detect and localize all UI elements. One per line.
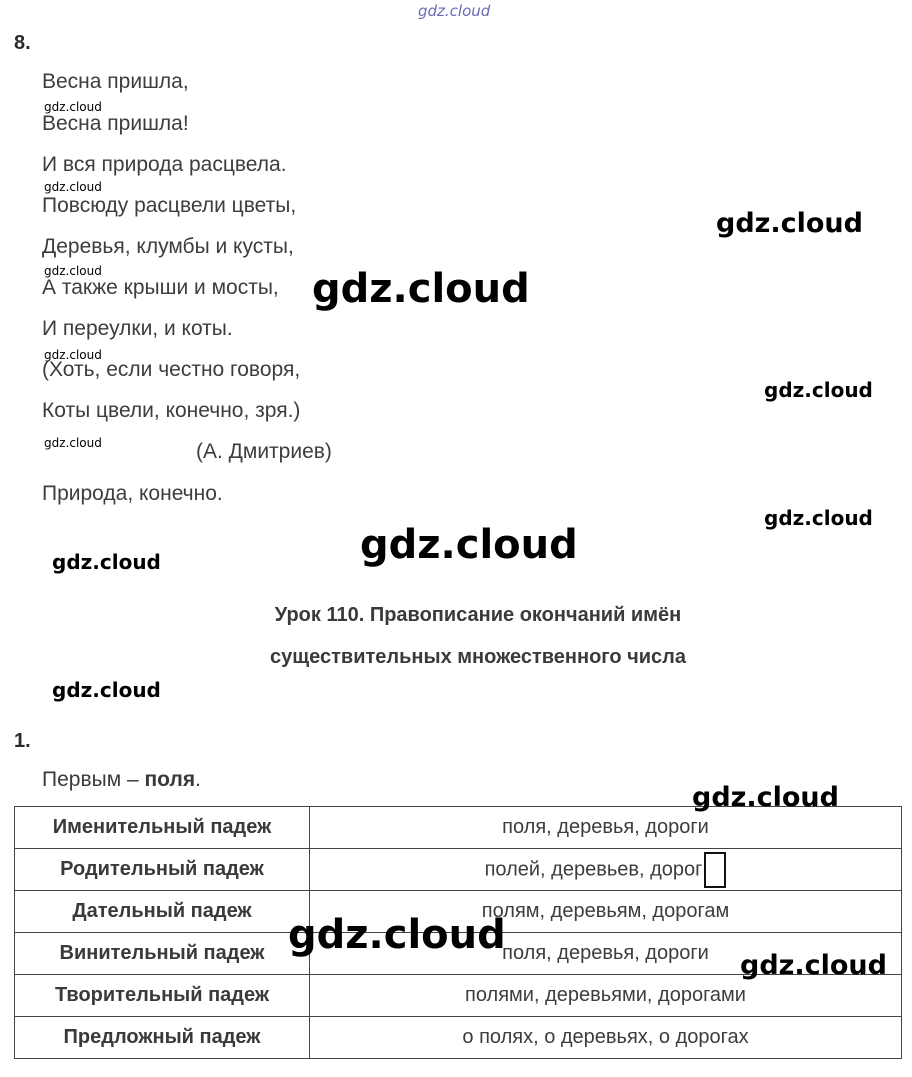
lesson-title-line-2: существительных множественного числа: [270, 646, 686, 668]
case-name: Винительный падеж: [15, 933, 310, 975]
watermark: gdz.cloud: [740, 950, 887, 981]
task-1-intro: [42, 768, 201, 792]
watermark: gdz.cloud: [692, 782, 839, 813]
watermark: gdz.cloud: [44, 180, 102, 194]
case-name: Предложный падеж: [15, 1017, 310, 1059]
case-forms-cell: [310, 849, 902, 891]
poem-line: Деревья, клумбы и кусты,: [42, 235, 294, 258]
poem-author: (А. Дмитриев): [196, 440, 332, 463]
watermark: gdz.cloud: [764, 506, 873, 530]
case-forms: поля, деревья, дороги: [310, 807, 902, 849]
watermark: gdz.cloud: [288, 912, 506, 958]
poem-line: А также крыши и мосты,: [42, 276, 279, 299]
lesson-title-line-1: Урок 110. Правописание окончаний имён: [274, 604, 682, 626]
watermark: gdz.cloud: [44, 264, 102, 278]
watermark: gdz.cloud: [312, 266, 530, 312]
watermark: gdz.cloud: [360, 522, 578, 568]
case-forms: о полях, о деревьях, о дорогах: [310, 1017, 902, 1059]
empty-box: [704, 852, 726, 888]
table-row: [15, 1017, 902, 1059]
poem-line: И вся природа расцвела.: [42, 153, 287, 176]
case-name: Именительный падеж: [15, 807, 310, 849]
case-name: Творительный падеж: [15, 975, 310, 1017]
poem-line: (Хоть, если честно говоря,: [42, 358, 301, 381]
case-name: Родительный падеж: [15, 849, 310, 891]
poem-line: И переулки, и коты.: [42, 317, 233, 340]
watermark: gdz.cloud: [44, 348, 102, 362]
intro-bold-word: поля: [144, 768, 196, 791]
poem-line: Весна пришла,: [42, 70, 189, 93]
watermark: gdz.cloud: [716, 208, 863, 239]
watermark: gdz.cloud: [764, 378, 873, 402]
watermark: gdz.cloud: [52, 550, 161, 574]
task-8-answer: Природа, конечно.: [42, 482, 223, 505]
watermark: gdz.cloud: [52, 678, 161, 702]
case-forms: полей, деревьев, дорог: [484, 857, 703, 880]
case-name: Дательный падеж: [15, 891, 310, 933]
poem-line: Коты цвели, конечно, зря.): [42, 399, 301, 422]
watermark: gdz.cloud: [44, 436, 102, 450]
poem-line: Повсюду расцвели цветы,: [42, 194, 297, 217]
poem-line: Весна пришла!: [42, 112, 189, 135]
case-forms: полями, деревьями, дорогами: [310, 975, 902, 1017]
task-8-number: 8.: [14, 32, 31, 54]
intro-prefix: Первым –: [42, 768, 145, 791]
watermark: gdz.cloud: [44, 100, 102, 114]
table-row: [15, 849, 902, 891]
intro-suffix: .: [195, 768, 201, 791]
watermark-top: gdz.cloud: [418, 2, 491, 20]
case-forms: поля, деревья, дороги: [310, 933, 902, 975]
task-1-number: 1.: [14, 730, 31, 752]
case-forms: полям, деревьям, дорогам: [310, 891, 902, 933]
